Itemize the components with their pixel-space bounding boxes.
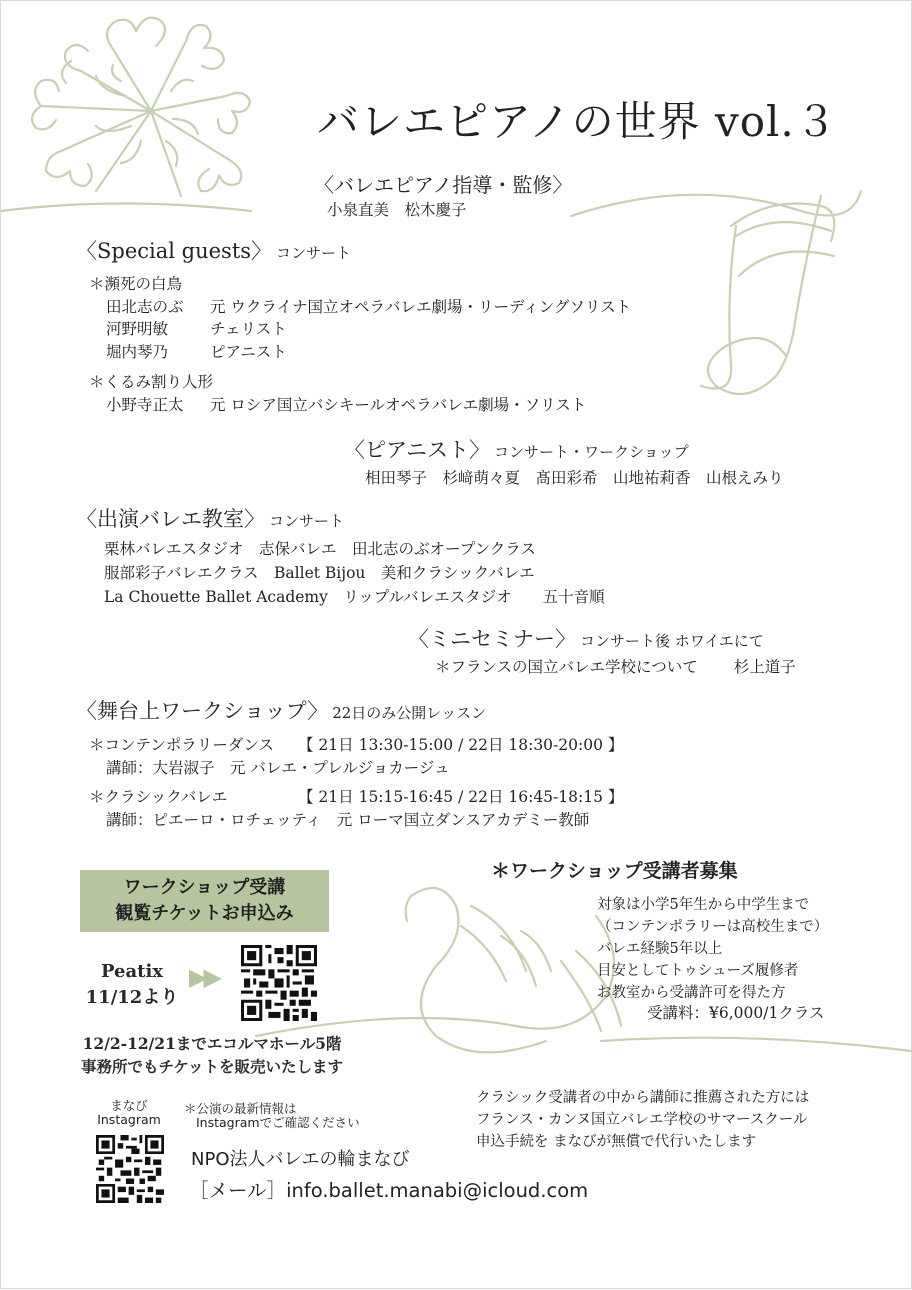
schools-sub: コンサート bbox=[269, 512, 345, 530]
recruit-line: バレエ経験5年以上 bbox=[597, 941, 723, 957]
peatix-name: Peatix bbox=[100, 961, 164, 982]
arrow-icon: ▶▶ bbox=[189, 963, 218, 991]
performer-row bbox=[106, 318, 631, 341]
ticket-box-line: 観覧チケットお申込み bbox=[115, 903, 294, 924]
recruit-heading: ＊ワークショップ受講者募集 bbox=[491, 860, 738, 882]
class-teacher: 講師：ピエーロ・ロチェッティ 元 ローマ国立ダンスアカデミー教師 bbox=[106, 810, 590, 829]
workshop-heading: 〈舞台上ワークショップ〉 bbox=[76, 699, 329, 723]
class-time: 【 21日 13:30-15:00 / 22日 18:30-20:00 】 bbox=[298, 736, 624, 754]
instagram-label bbox=[87, 1099, 171, 1127]
pianists-heading: 〈ピアニスト〉 bbox=[344, 438, 490, 462]
summer-line: フランス・カンヌ国立バレエ学校のサマースクール bbox=[476, 1112, 808, 1128]
recruit-fee: 受講料：¥6,000/1クラス bbox=[647, 1004, 825, 1022]
performer-name: 河野明敏 bbox=[106, 320, 169, 338]
performer-name: 田北志のぶ bbox=[106, 297, 184, 316]
office-ticket-info bbox=[57, 1032, 367, 1078]
peatix-qr-code[interactable] bbox=[241, 945, 317, 1021]
performer-role: 元 ウクライナ国立オペラバレエ劇場・リーディングソリスト bbox=[210, 297, 632, 316]
org-name: NPO法人バレエの輪まなび bbox=[191, 1149, 410, 1170]
page-title: バレエピアノの世界 vol.３ bbox=[317, 97, 838, 146]
class-name: ＊コンテンポラリーダンス bbox=[89, 736, 274, 754]
school-line: La Chouette Ballet Academy リップルバレエスタジオ 五十音順 bbox=[104, 588, 605, 606]
workshop-header bbox=[76, 695, 486, 725]
ticket-application-box[interactable] bbox=[80, 870, 329, 932]
seminar-speaker: 杉上道子 bbox=[733, 658, 796, 676]
seminar-sub: コンサート後 ホワイエにて bbox=[580, 632, 764, 650]
recruit-conditions bbox=[597, 894, 828, 1004]
performer-row bbox=[106, 296, 631, 319]
performer-row bbox=[106, 394, 586, 417]
performer-role: 元 ロシア国立バシキールオペラバレエ劇場・ソリスト bbox=[210, 395, 587, 414]
supervision-heading: 〈バレエピアノ指導・監修〉 bbox=[314, 173, 573, 197]
recruit-line: 目安としてトゥシューズ履修者 bbox=[597, 963, 799, 979]
supervision-names: 小泉直美 松木慶子 bbox=[327, 201, 467, 219]
workshop-sub: 22日のみ公開レッスン bbox=[332, 704, 487, 722]
seminar-heading: 〈ミニセミナー〉 bbox=[408, 627, 576, 651]
pianists-header bbox=[344, 434, 689, 464]
special-guests-sub: コンサート bbox=[276, 244, 352, 262]
performer-name: 小野寺正太 bbox=[106, 395, 184, 414]
peatix-date: 11/12より bbox=[85, 987, 179, 1008]
guest-group bbox=[89, 273, 631, 363]
ticket-box-line: ワークショップ受講 bbox=[123, 877, 286, 898]
peatix-label bbox=[73, 959, 191, 1011]
schools-heading: 〈出演バレエ教室〉 bbox=[76, 507, 265, 531]
instagram-note bbox=[184, 1102, 360, 1130]
recruit-line: 対象は小学5年生から中学生まで bbox=[597, 897, 810, 913]
performer-role: チェリスト bbox=[210, 320, 287, 338]
performer-name: 堀内琴乃 bbox=[106, 342, 169, 361]
seminar-line bbox=[435, 656, 796, 679]
instagram-label-line: まなび bbox=[110, 1098, 148, 1113]
workshop-class bbox=[89, 786, 623, 831]
summer-line: クラシック受講者の中から講師に推薦された方には bbox=[476, 1090, 810, 1106]
school-line: 服部彩子バレエクラス Ballet Bijou 美和クラシックバレエ bbox=[104, 564, 535, 582]
workshop-class bbox=[89, 734, 623, 779]
pianists-names: 相田琴子 杉﨑萌々夏 髙田彩希 山地祐莉香 山根えみり bbox=[365, 469, 784, 487]
class-time: 【 21日 15:15-16:45 / 22日 16:45-18:15 】 bbox=[298, 788, 624, 806]
instagram-note-line: Instagramでご確認ください bbox=[196, 1115, 360, 1130]
schools-header bbox=[76, 503, 344, 533]
class-name: ＊クラシックバレエ bbox=[89, 788, 228, 806]
summer-school-note bbox=[476, 1087, 809, 1153]
class-teacher: 講師：大岩淑子 元 バレエ・プレルジョカージュ bbox=[106, 758, 450, 777]
seminar-header bbox=[408, 623, 764, 653]
recruit-line: （コンテンポラリーは高校生まで） bbox=[597, 919, 829, 935]
instagram-label-line: Instagram bbox=[97, 1112, 161, 1127]
recruit-line: お教室から受講許可を得た方 bbox=[597, 985, 786, 1001]
summer-line: 申込手続を まなびが無償で代行いたします bbox=[476, 1134, 757, 1150]
office-line: 12/2-12/21までエコルマホール5階 bbox=[82, 1034, 342, 1053]
office-line: 事務所でもチケットを販売いたします bbox=[80, 1057, 344, 1076]
guest-piece: ＊瀕死の白鳥 bbox=[89, 275, 183, 293]
special-guests-heading: 〈Special guests〉 bbox=[76, 239, 273, 263]
school-line: 栗林バレエスタジオ 志保バレエ 田北志のぶオープンクラス bbox=[104, 540, 536, 558]
performer-row bbox=[106, 341, 631, 364]
guest-piece: ＊くるみ割り人形 bbox=[89, 373, 214, 391]
guest-group bbox=[89, 371, 586, 416]
instagram-qr-code[interactable] bbox=[96, 1135, 164, 1203]
pianists-sub: コンサート・ワークショップ bbox=[493, 443, 689, 461]
instagram-note-line: ＊公演の最新情報は bbox=[184, 1101, 297, 1116]
performer-role: ピアニスト bbox=[210, 342, 287, 361]
seminar-topic: ＊フランスの国立バレエ学校について bbox=[435, 658, 698, 676]
schools-list bbox=[104, 537, 605, 609]
snowflake-icon bbox=[1, 18, 251, 211]
special-guests-header bbox=[76, 235, 351, 265]
contact-email[interactable]: ［メール］info.ballet.manabi@icloud.com bbox=[189, 1179, 589, 1202]
